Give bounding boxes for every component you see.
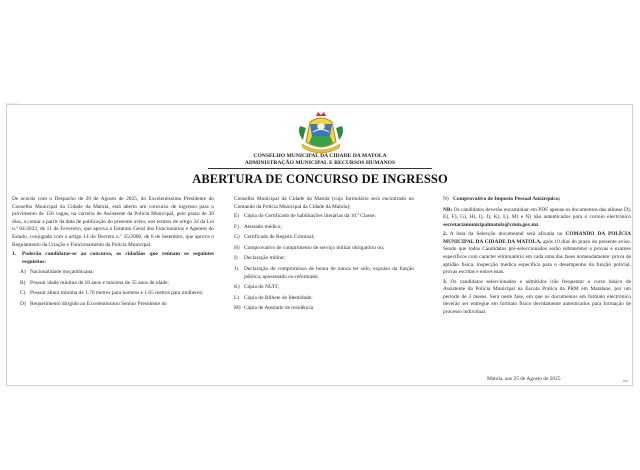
- item-text: Cópia do Bilhete de Identidade;: [244, 294, 313, 301]
- item-label: A): [20, 269, 26, 276]
- item-label: K): [234, 284, 240, 291]
- title-divider: [208, 168, 432, 169]
- list-item: [234, 305, 414, 313]
- list-item: [20, 290, 214, 298]
- item-text: Requerimento dirigido ao Excelentíssimo Senhor Presidente do: [30, 300, 167, 307]
- item-label: H): [234, 244, 240, 251]
- list-item: [234, 266, 414, 281]
- item-label: F): [234, 223, 239, 230]
- continued-text: Conselho Municipal da Cidade da Matola (cujo formulário será encontrado no Comando da Polícia Municipal da Cidade da Matola);: [234, 196, 414, 210]
- contact-email[interactable]: secretariamunicipalmatola@cmm.gov.mz: [443, 221, 539, 228]
- paragraph-text: A lista da Selecção documental será afixada no: [447, 231, 566, 238]
- paragraph-text: após 10 dias do prazo do presente aviso. Sendo que todos Candidatos pré-seleccionados serão submetidos a provas e exames específicos com carácter eliminatório em cada uma das fases nomeadamente: prova de aptidão física, inspecção médica específica para o desempenho da função policial, provas escritas e entrevistas.: [443, 238, 631, 276]
- list-item: [234, 284, 414, 292]
- list-item: [234, 245, 414, 253]
- item-label: D): [20, 300, 26, 307]
- item-label: J): [234, 265, 238, 272]
- council-name: CONSELHO MUNICIPAL DA CIDADE DA MATOLA: [253, 153, 387, 159]
- paragraph-text: Os candidatos seleccionados e admitidos irão frequentar o curso básico de Assistente da Polícia Municipal na Escola Prática da PRM em Matalane, por um período de 3 meses. Será neste fase, em que os documentos em formato electrónico deverão ser entregue em formato físico devidamente autenticados para formação de processo individual.: [443, 278, 631, 315]
- list-item: [234, 224, 414, 232]
- item-label: B): [20, 279, 26, 286]
- item-text: Declaração militar;: [244, 255, 286, 262]
- point-text: Poderão candidatar-se ao concurso, os cidadãos que reúnam os seguintes requisitos:: [22, 250, 214, 265]
- item-text: Comprovativo de Imposto Pessoal Autárquico;: [453, 196, 561, 202]
- item-text: Possuir altura mínima de 1.70 metros para homens e 1.65 metros para mulheres;: [30, 290, 204, 297]
- requirements-heading: [12, 251, 214, 266]
- item-text: Atestado médico;: [244, 223, 282, 230]
- column-left: [12, 196, 214, 312]
- list-item: [20, 301, 214, 309]
- item-label: M): [234, 305, 241, 312]
- item-label: E): [234, 212, 240, 219]
- item-text: Nacionalidade moçambicana;: [30, 269, 94, 276]
- point-number: 2.: [443, 231, 448, 238]
- item-text: Cópia de Atestado de residência: [244, 305, 314, 312]
- list-item: [20, 280, 214, 288]
- item-text: Cópia do NUIT;: [244, 284, 280, 291]
- item-label: N): [443, 196, 449, 202]
- item-label: C): [20, 290, 26, 297]
- list-item: [443, 196, 631, 204]
- training-paragraph: [443, 279, 631, 317]
- intro-paragraph: De acordo com o Despacho de 20 de Agosto de 2025, do Excelentíssimo Presidente do Conselho Municipal da Cidade da Matola, está aberto um concurso de ingresso para o provimento de 150 vagas, na carreira de Assistente da Polícia Municipal, pelo prazo de 30 dias, a contar a partir da data de publicação do presente aviso, nos termos de artigo 34 da Lei n.º 04/2022, de 11 de Fevereiro, que aprova o Estatuto Geral dos Funcionários e Agentes do Estado, conjugado com o artigo 14 do Decreto n.º 35/2006, de 6 de Setembro, que aprova o Regulamento da Criação e Funcionamento da Polícia Municipal.: [12, 196, 214, 248]
- point-number: 3.: [443, 278, 448, 285]
- command-location: COMANDO DA POLÍCIA MUNICIPAL DA CIDADE DA MATOLA,: [443, 231, 632, 245]
- corner-mark: ...............: [4, 101, 20, 105]
- nb-note: [443, 207, 631, 230]
- nb-text: Os candidatos deverão encaminhar em PDF apenas os documentos das alíneas D), E), F), G), H), I), J), K), L), M) e N) não autenticados para o correio electrónico: [443, 206, 631, 221]
- column-middle: [234, 196, 414, 316]
- point-number: 1.: [12, 250, 17, 257]
- item-label: I): [234, 255, 238, 262]
- item-text: Certificado de Registo Criminal;: [244, 234, 315, 241]
- column-right: [443, 196, 631, 318]
- list-item: [234, 234, 414, 242]
- requirements-list: [12, 269, 214, 308]
- item-label: G): [234, 234, 240, 241]
- item-text: Possuir idade mínima de 18 anos e máxima de 35 anos de idade;: [30, 279, 169, 286]
- list-item: [234, 255, 414, 263]
- list-item: [20, 269, 214, 277]
- list-item: [234, 295, 414, 303]
- nb-label: NB:: [443, 206, 453, 213]
- item-text: Comprovativo de cumprimento de serviço militar obrigatório ou;: [244, 244, 385, 251]
- department-name: ADMINISTRAÇÃO MUNICIPAL E RECURSOS HUMANOS: [244, 160, 396, 166]
- municipal-emblem-icon: [296, 112, 346, 154]
- page-reference: Dis: [623, 379, 628, 383]
- item-label: L): [234, 294, 240, 301]
- selection-paragraph: [443, 231, 631, 277]
- item-text: Cópia do Certificado de habilitações literárias da 10.ª Classe;: [244, 212, 376, 219]
- notice-title: ABERTURA DE CONCURSO DE INGRESSO: [192, 172, 448, 186]
- date-line: Matola, aos 25 de Agosto de 2025: [487, 376, 561, 382]
- list-item: [234, 213, 414, 221]
- item-text: Declaração de compromisso de honra de nunca ter sido, expulso da função pública, aposentado ou reformado;: [244, 265, 414, 280]
